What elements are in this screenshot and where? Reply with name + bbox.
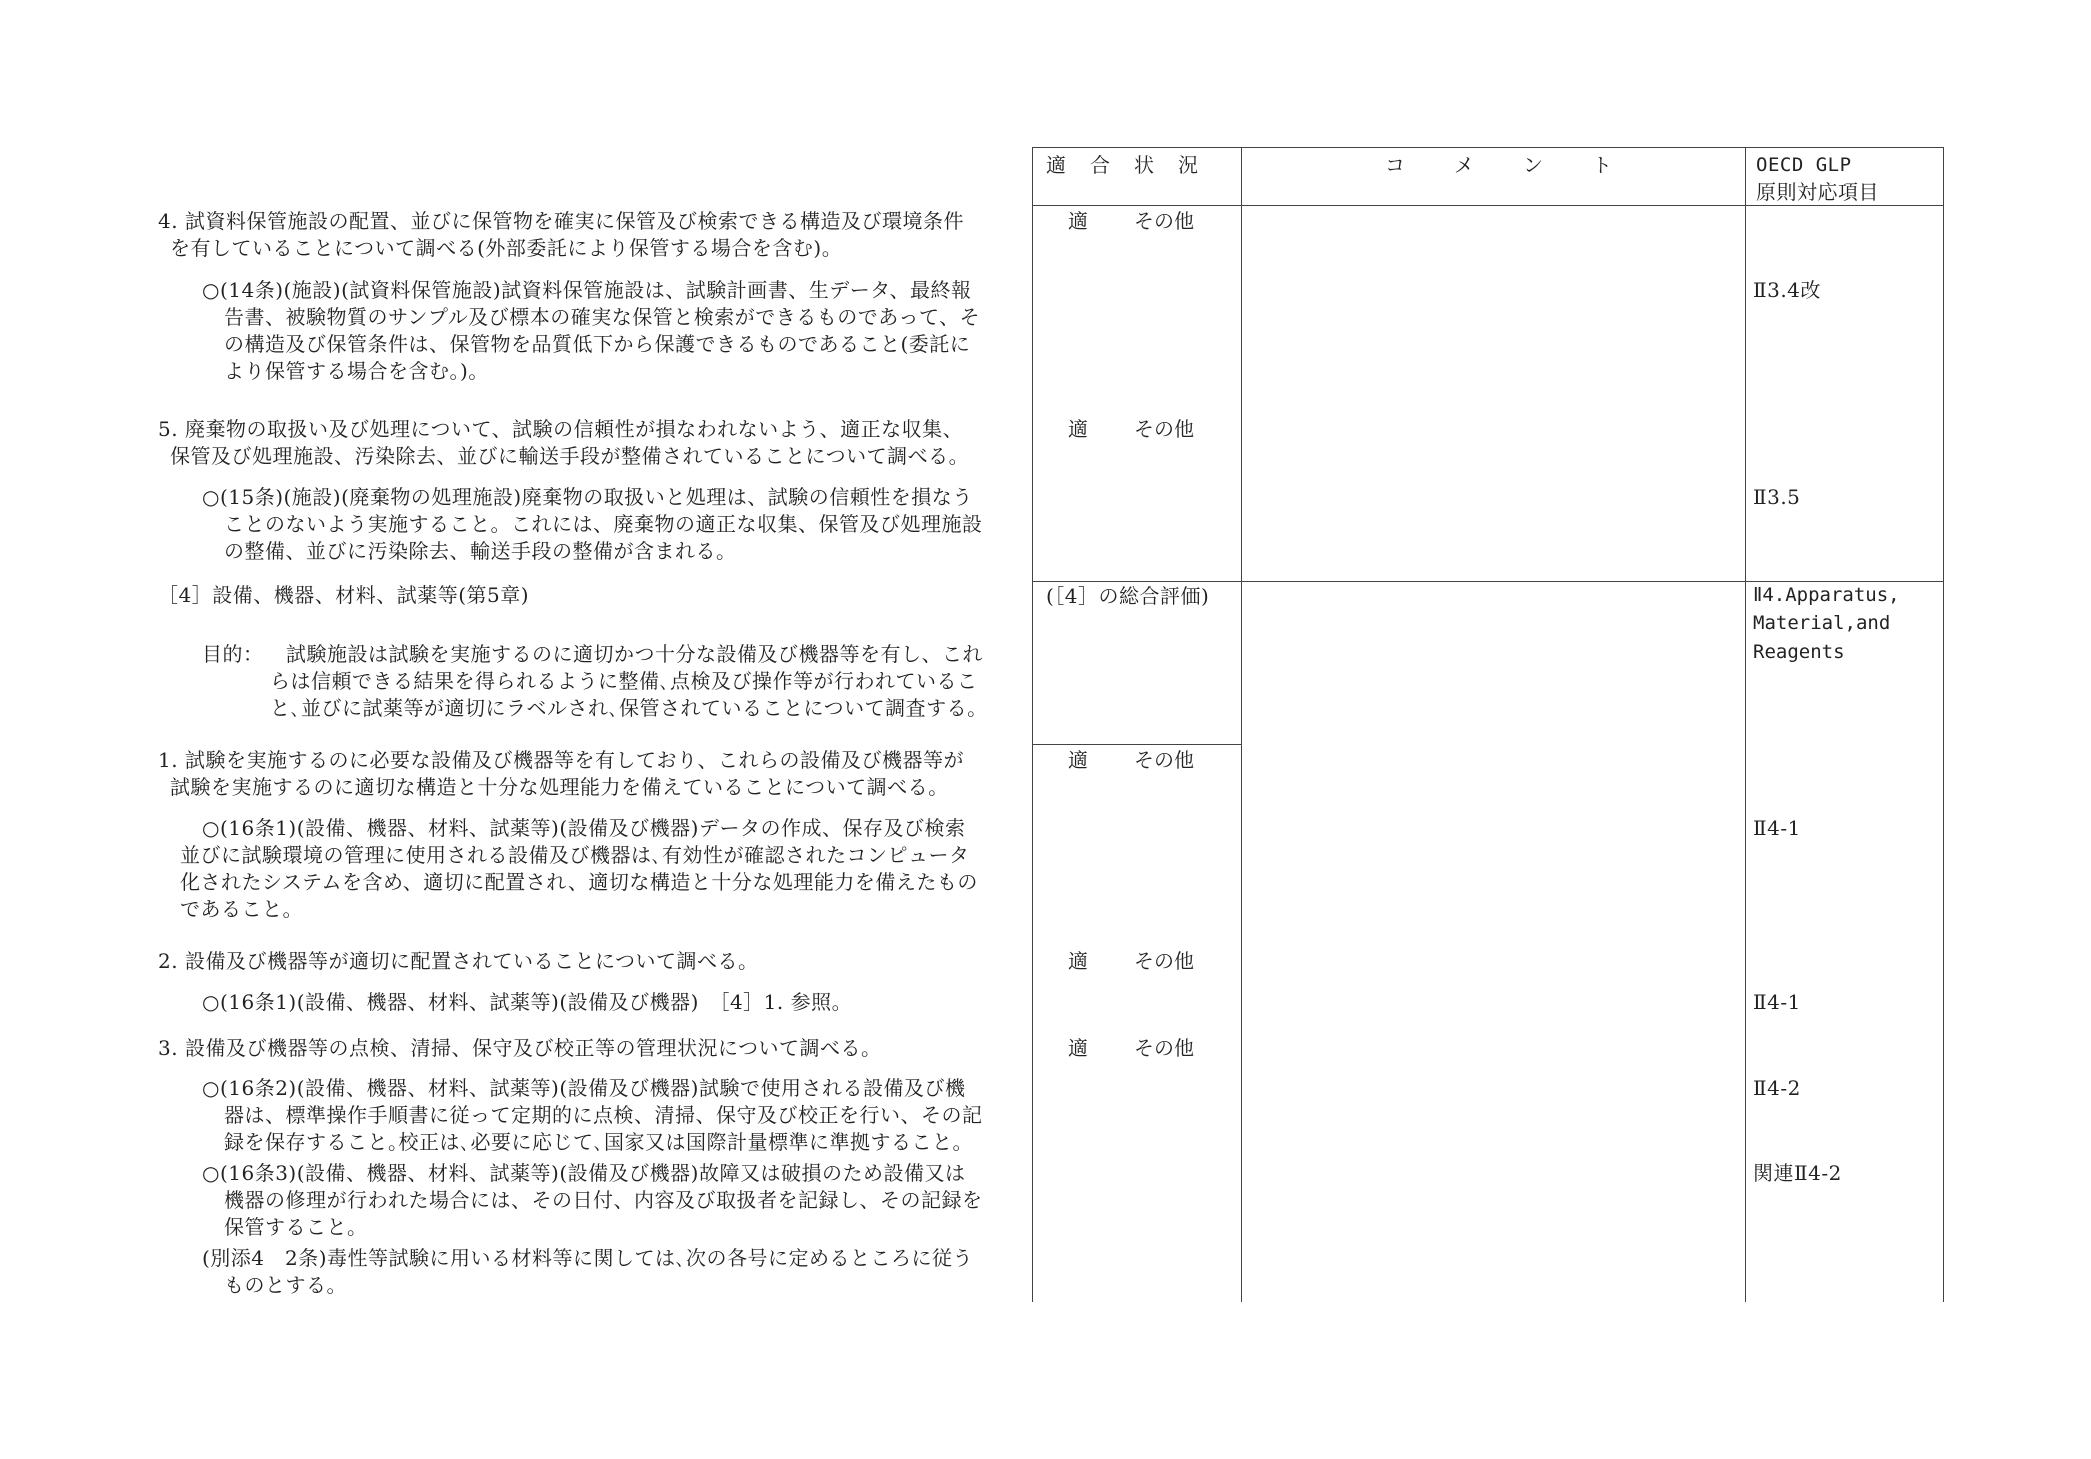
status-column-left-border (1032, 147, 1033, 1302)
comment-column-header: コ メ ン ト (1385, 153, 1615, 177)
status-option-ok[interactable]: 適 (1068, 417, 1088, 441)
status-option-other[interactable]: その他 (1134, 1036, 1194, 1060)
annex4-line2: ものとする。 (224, 1273, 347, 1297)
article14-line1: ○(14条)(施設)(試資料保管施設)試資料保管施設は、試験計画書、生データ、最終報 (202, 278, 972, 302)
article16-2-line3: 録を保存すること｡校正は､必要に応じて､国家又は国際計量標準に準拠すること。 (224, 1130, 973, 1154)
purpose-line1: 試験施設は試験を実施するのに適切かつ十分な設備及び機器等を有し、これ (286, 642, 983, 666)
status-options-item4 (1068, 208, 1194, 235)
annex4-line1: (別添4 2条)毒性等試験に用いる材料等に関しては､次の各号に定めるところに従う (202, 1246, 974, 1270)
oecd-ref-article16-1: Ⅱ4-1 (1753, 816, 1801, 840)
oecd-ref-section4-line2: Material,and (1753, 612, 1891, 634)
status-options-sub2 (1068, 948, 1194, 975)
item4-title-line2: を有していることについて調べる(外部委託により保管する場合を含む)。 (170, 236, 843, 260)
status-options-sub1 (1068, 747, 1194, 774)
article16-3-line2: 機器の修理が行われた場合には、その日付、内容及び取扱者を記録し、その記録を (224, 1188, 983, 1212)
article15-line2: ことのないよう実施すること。これには、廃棄物の適正な収集、保管及び処理施設 (224, 512, 983, 536)
comment-column-left-border (1241, 147, 1242, 1302)
status-option-ok[interactable]: 適 (1068, 748, 1088, 772)
status-option-ok[interactable]: 適 (1068, 1036, 1088, 1060)
status-option-other[interactable]: その他 (1134, 417, 1194, 441)
article15-line1: ○(15条)(施設)(廃棄物の処理施設)廃棄物の取扱いと処理は、試験の信頼性を損なう (202, 485, 973, 509)
sub2-reference: ○(16条1)(設備、機器、材料、試薬等)(設備及び機器) ［4］1. 参照。 (202, 990, 853, 1014)
status-option-ok[interactable]: 適 (1068, 949, 1088, 973)
purpose-line3: と､並びに試薬等が適切にラベルされ､保管されていることについて調査する。 (270, 696, 988, 720)
oecd-column-left-border (1745, 147, 1746, 1302)
oecd-ref-article14: Ⅱ3.4改 (1753, 278, 1821, 302)
item4-title-line1: 4. 試資料保管施設の配置、並びに保管物を確実に保管及び検索できる構造及び環境条件 (158, 209, 964, 233)
oecd-ref-sub2: Ⅱ4-1 (1753, 990, 1801, 1014)
oecd-ref-article15: Ⅱ3.5 (1753, 485, 1801, 509)
sub1-title-line1: 1. 試験を実施するのに必要な設備及び機器等を有しており、これらの設備及び機器等が (158, 748, 964, 772)
oecd-ref-section4-line3: Reagents (1753, 641, 1845, 663)
purpose-line2: らは信頼できる結果を得られるように整備､点検及び操作等が行われているこ (270, 669, 978, 693)
sub2-title: 2. 設備及び機器等が適切に配置されていることについて調べる。 (158, 949, 759, 973)
comment-area[interactable] (1244, 208, 1742, 1300)
table-right-border (1943, 147, 1944, 1302)
article16-3-line1: ○(16条3)(設備、機器、材料、試薬等)(設備及び機器)故障又は破損のため設備又は (202, 1161, 966, 1185)
status-option-other[interactable]: その他 (1134, 209, 1194, 233)
oecd-column-header-line2: 原則対応項目 (1756, 180, 1879, 204)
article14-line4: より保管する場合を含む。)。 (224, 359, 489, 383)
article14-line2: 告書、被験物質のサンプル及び標本の確実な保管と検索ができるものであって、そ (224, 305, 981, 329)
section4-eval-bottom-border (1032, 744, 1241, 745)
article16-1-line1: ○(16条1)(設備、機器、材料、試薬等)(設備及び機器)データの作成、保存及び検索 (202, 816, 966, 840)
table-top-border (1032, 147, 1943, 148)
article16-1-line3: 化されたシステムを含め、適切に配置され、適切な構造と十分な処理能力を備えたもの (180, 870, 978, 894)
status-option-other[interactable]: その他 (1134, 748, 1194, 772)
oecd-ref-section4-line1: Ⅱ4.Apparatus, (1753, 584, 1900, 606)
article16-2-line1: ○(16条2)(設備、機器、材料、試薬等)(設備及び機器)試験で使用される設備及び機 (202, 1076, 966, 1100)
item5-title-line2: 保管及び処理施設、汚染除去、並びに輸送手段が整備されていることについて調べる。 (170, 444, 970, 468)
oecd-ref-article16-2: Ⅱ4-2 (1753, 1076, 1801, 1100)
sub3-title: 3. 設備及び機器等の点検、清掃、保守及び校正等の管理状況について調べる。 (158, 1036, 882, 1060)
status-column-header: 適 合 状 況 (1046, 153, 1200, 177)
status-option-ok[interactable]: 適 (1068, 209, 1088, 233)
purpose-label: 目的： (202, 642, 264, 666)
article14-line3: の構造及び保管条件は、保管物を品質低下から保護できるものであること(委託に (224, 332, 971, 356)
status-options-sub3 (1068, 1035, 1194, 1062)
status-option-other[interactable]: その他 (1134, 949, 1194, 973)
article16-2-line2: 器は、標準操作手順書に従って定期的に点検、清掃、保守及び校正を行い、その記 (224, 1103, 983, 1127)
sub1-title-line2: 試験を実施するのに適切な構造と十分な処理能力を備えていることについて調べる。 (170, 775, 949, 799)
article16-1-line2: 並びに試験環境の管理に使用される設備及び機器は､有効性が確認されたコンピュータ (180, 843, 970, 867)
section4-title: ［4］設備、機器、材料、試薬等(第5章) (158, 583, 530, 607)
oecd-column-header-line1: OECD GLP (1756, 154, 1852, 176)
oecd-ref-article16-3: 関連Ⅱ4-2 (1753, 1161, 1842, 1185)
item5-title-line1: 5. 廃棄物の取扱い及び処理について、試験の信頼性が損なわれないよう、適正な収集、 (158, 417, 964, 441)
article16-1-line4: であること。 (180, 897, 303, 921)
section4-overall-evaluation: (［4］の総合評価) (1046, 584, 1210, 608)
article16-3-line3: 保管すること。 (224, 1215, 368, 1239)
status-options-item5 (1068, 416, 1194, 443)
article15-line3: の整備、並びに汚染除去、輸送手段の整備が含まれる。 (224, 539, 737, 563)
